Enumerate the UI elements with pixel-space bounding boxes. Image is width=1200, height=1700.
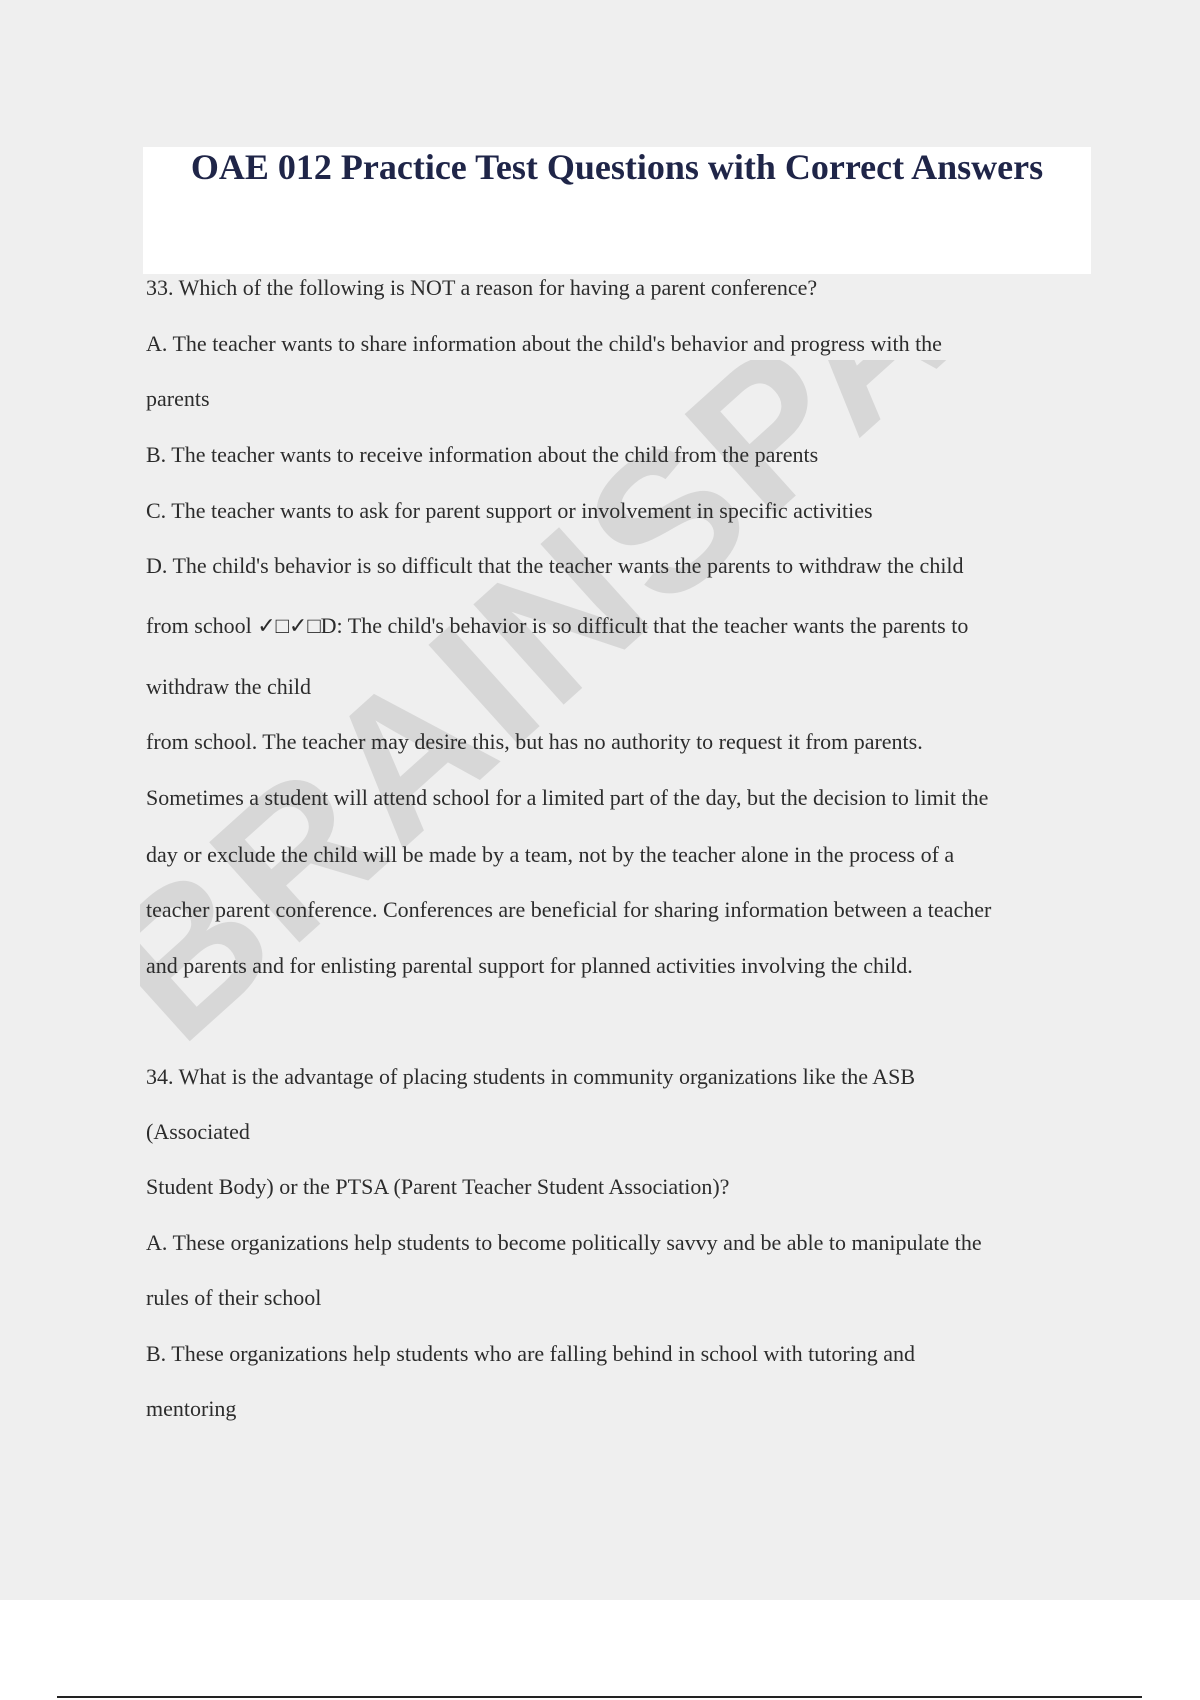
explanation-33-line-3: day or exclude the child will be made by a team, not by the teacher alone in the process of a (146, 842, 955, 867)
answer-33-line-1: from school ✓□✓□D: The child's behavior is so difficult that the teacher wants the parents to (146, 613, 969, 638)
question-34-cont-2: Student Body) or the PTSA (Parent Teacher Student Association)? (146, 1174, 730, 1199)
question-33-option-a-cont: parents (146, 386, 210, 411)
question-34-cont-1: (Associated (146, 1119, 250, 1144)
question-34-option-b-cont: mentoring (146, 1396, 237, 1421)
question-33-option-a: A. The teacher wants to share information about the child's behavior and progress with the (146, 331, 942, 356)
explanation-33-line-5: and parents and for enlisting parental support for planned activities involving the child. (146, 953, 913, 978)
bottom-rule (57, 1696, 1142, 1698)
question-33: 33. Which of the following is NOT a reason for having a parent conference? (146, 275, 818, 300)
question-33-option-d: D. The child's behavior is so difficult that the teacher wants the parents to withdraw the child (146, 553, 964, 578)
question-34-option-a: A. These organizations help students to become politically savvy and be able to manipulate the (146, 1230, 982, 1255)
question-33-option-c: C. The teacher wants to ask for parent support or involvement in specific activities (146, 498, 873, 523)
question-34-option-a-cont: rules of their school (146, 1285, 322, 1310)
explanation-33-line-4: teacher parent conference. Conferences are beneficial for sharing information between a teacher (146, 897, 992, 922)
document-title: OAE 012 Practice Test Questions with Correct Answers (190, 147, 1044, 187)
explanation-33-line-1: from school. The teacher may desire this, but has no authority to request it from parents. (146, 729, 923, 754)
question-33-option-b: B. The teacher wants to receive information about the child from the parents (146, 442, 819, 467)
question-34: 34. What is the advantage of placing students in community organizations like the ASB (146, 1064, 916, 1089)
explanation-33-line-2: Sometimes a student will attend school for a limited part of the day, but the decision to limit the (146, 785, 989, 810)
question-34-option-b: B. These organizations help students who are falling behind in school with tutoring and (146, 1341, 916, 1366)
answer-33-line-2: withdraw the child (146, 674, 311, 699)
